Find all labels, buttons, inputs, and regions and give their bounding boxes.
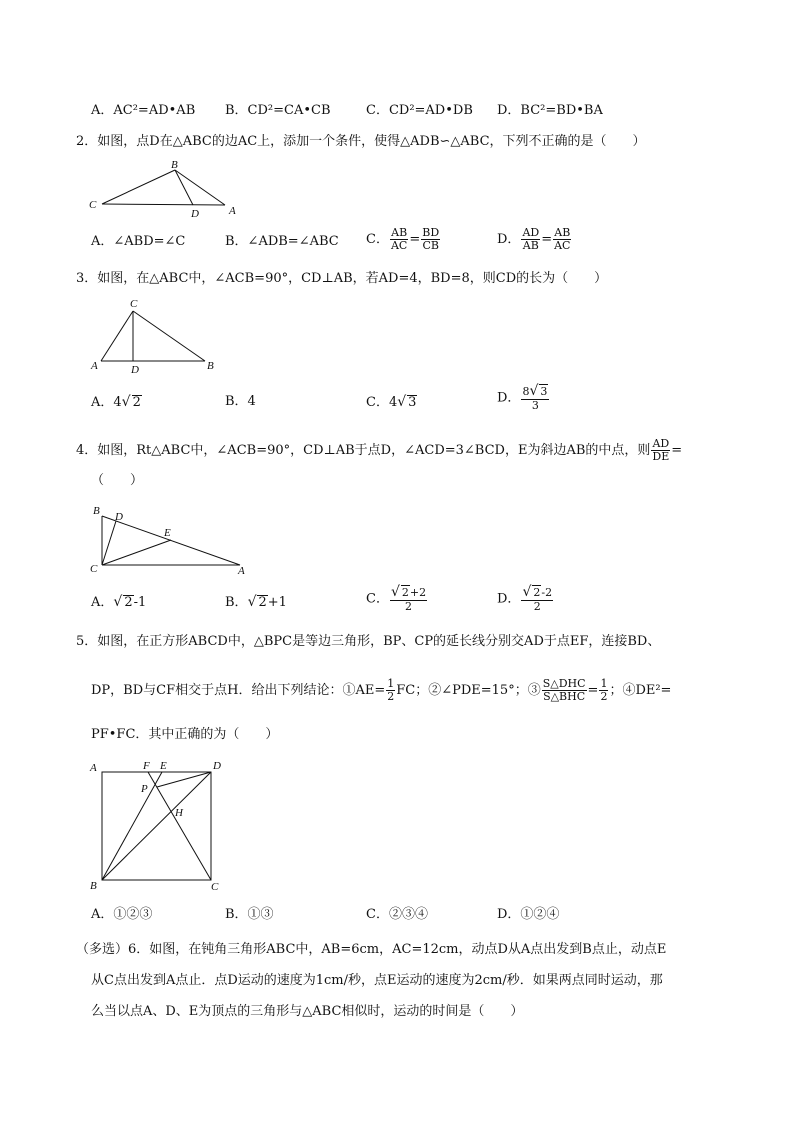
q4-label-b: B [93, 505, 100, 517]
q5-option-d: D．①②④ [497, 907, 560, 922]
q3-option-b: B．4 [225, 394, 256, 409]
q4-label-d: D [115, 511, 123, 523]
q3-label-b: B [207, 360, 214, 372]
q6-stem-line3: 么当以点A、D、E为顶点的三角形与△ABC相似时，运动的时间是（ ） [91, 1004, 524, 1019]
q2-option-a: A．∠ABD=∠C [91, 234, 186, 249]
q1-option-d: D．BC²=BD•BA [497, 103, 603, 118]
q1-option-b: B．CD²=CA•CB [225, 103, 331, 118]
q4-option-a: A．√ 2-1 [91, 594, 147, 610]
q4-stem: 4．如图，Rt△ABC中，∠ACB=90°，CD⊥AB于点D，∠ACD=3∠BCD，E为斜边AB的中点，则 $\frac{AD}{DE}$ = [76, 437, 683, 463]
q3-option-d: D． $\frac{8√ 3}{3}$ [497, 383, 548, 412]
q1-option-c: C．CD²=AD•DB [366, 103, 473, 118]
q5-label-f: F [143, 760, 150, 772]
q5-label-d: D [213, 760, 221, 772]
q4-label-c: C [90, 563, 98, 575]
q2-option-b: B．∠ADB=∠ABC [225, 234, 339, 249]
q4-label-e: E [164, 527, 171, 539]
q3-label-d: D [131, 364, 139, 376]
q6-stem-line2: 从C点出发到A点止．点D运动的速度为1cm/秒，点E运动的速度为2cm/秒．如果两点同时运动，那 [91, 973, 663, 988]
q2-option-d: D． $\frac{AD}{AB}$ = $\frac{AB}{AC}$ [497, 226, 571, 252]
q5-label-p: P [141, 783, 148, 795]
q2-label-d: D [191, 208, 199, 219]
q5-label-h: H [175, 807, 183, 819]
q5-option-a: A．①②③ [91, 907, 153, 922]
q3-figure [85, 297, 225, 377]
q2-label-c: C [89, 199, 97, 211]
q4-paren: （ ） [91, 473, 144, 488]
q4-option-c: C． $\frac{√ 2+2}{2}$ [366, 584, 427, 613]
q5-label-e: E [160, 760, 167, 772]
q3-option-a: A．4√ 2 [91, 394, 141, 410]
q2-label-a: A [229, 205, 236, 217]
q6-stem-line1: （多选）6．如图，在钝角三角形ABC中，AB=6cm，AC=12cm，动点D从A点出发到B点止，动点E [76, 942, 667, 957]
q2-label-b: B [171, 159, 178, 171]
q3-option-c: C．4√ 3 [366, 394, 417, 410]
q5-label-c: C [211, 881, 219, 892]
q1-option-a: A．AC²=AD•AB [91, 103, 196, 118]
q3-label-c: C [130, 298, 138, 310]
q5-label-a: A [90, 762, 97, 774]
q2-stem: 2．如图，点D在△ABC的边AC上，添加一个条件，使得△ADB∽△ABC，下列不正确的是（ ） [76, 134, 646, 149]
q2-figure [85, 157, 250, 219]
q5-stem-line3: PF•FC．其中正确的为（ ） [91, 727, 279, 742]
q3-stem: 3．如图，在△ABC中，∠ACB=90°，CD⊥AB，若AD=4，BD=8，则CD的长为（ ） [76, 271, 608, 286]
q3-label-a: A [91, 360, 98, 372]
q5-stem-line1: 5．如图，在正方形ABCD中，△BPC是等边三角形，BP、CP的延长线分别交AD于点EF，连接BD、 [76, 634, 661, 649]
q5-option-c: C．②③④ [366, 907, 428, 922]
q4-figure [85, 500, 255, 580]
q5-option-b: B．①③ [225, 907, 274, 922]
q5-label-b: B [90, 880, 97, 892]
q5-stem-line2: DP，BD与CF相交于点H．给出下列结论：①AE= $\frac{1}{2}$ FC；②∠PDE=15°；③ $\frac{\text{S△DHC}}{\text{S△BHC}}$ = $\frac{1}{2}$ ；④DE²= [91, 677, 672, 703]
q4-option-b: B．√ 2+1 [225, 594, 287, 610]
q2-option-c: C． $\frac{AB}{AC}$ = $\frac{BD}{CB}$ [366, 226, 440, 252]
q4-label-a: A [238, 565, 245, 577]
q5-figure [85, 757, 230, 892]
q4-option-d: D． $\frac{√ 2-2}{2}$ [497, 584, 553, 613]
